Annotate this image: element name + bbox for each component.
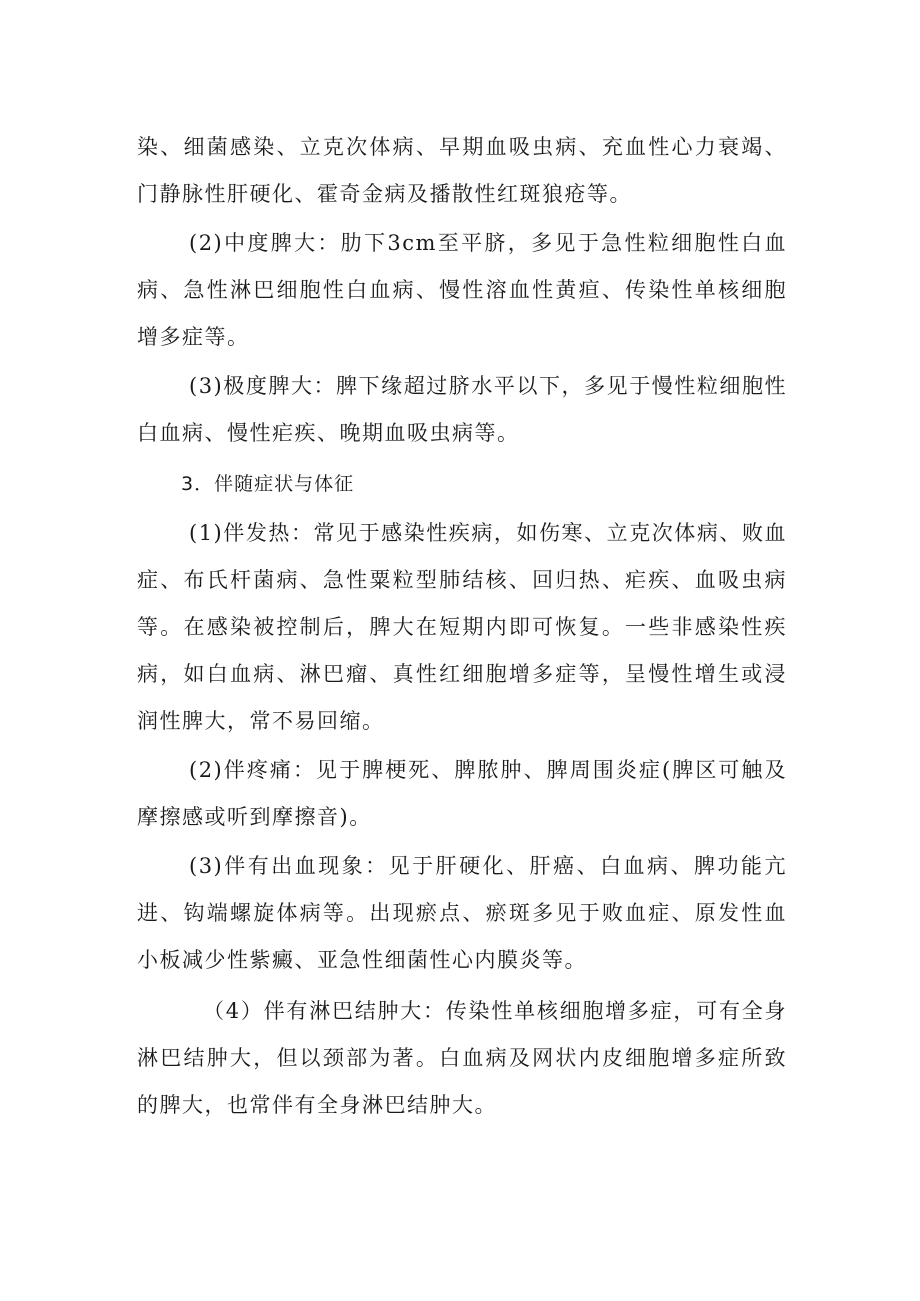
paragraph-extreme-splenomegaly: (3)极度脾大：脾下缘超过脐水平以下，多见于慢性粒细胞性白血病、慢性疟疾、晚期血吸虫病等。	[137, 374, 787, 445]
section-heading: 3．伴随症状与体征	[181, 473, 355, 495]
document-body	[137, 124, 787, 1129]
paragraph-with-fever: (1)伴发热：常见于感染性疾病，如伤寒、立克次体病、败血症、布氏杆菌病、急性粟粒型肺结核、回归热、疟疾、血吸虫病等。在感染被控制后，脾大在短期内即可恢复。一些非感染性疾病，如白血病、淋巴瘤、真性红细胞增多症等，呈慢性增生或浸润性脾大，常不易回缩。	[137, 521, 787, 733]
paragraph-continuation: 染、细菌感染、立克次体病、早期血吸虫病、充血性心力衰竭、门静脉性肝硬化、霍奇金病及播散性红斑狼疮等。	[137, 135, 787, 206]
paragraph-moderate-splenomegaly: (2)中度脾大：肋下3cm至平脐，多见于急性粒细胞性白血病、急性淋巴细胞性白血病、慢性溶血性黄疸、传染性单核细胞增多症等。	[137, 231, 787, 349]
paragraph-with-pain: (2)伴疼痛：见于脾梗死、脾脓肿、脾周围炎症(脾区可触及摩擦感或听到摩擦音)。	[137, 758, 787, 829]
paragraph-with-lymphadenopathy: （4）伴有淋巴结肿大：传染性单核细胞增多症，可有全身淋巴结肿大，但以颈部为著。白血病及网状内皮细胞增多症所致的脾大，也常伴有全身淋巴结肿大。	[137, 999, 787, 1117]
paragraph-with-bleeding: (3)伴有出血现象：见于肝硬化、肝癌、白血病、脾功能亢进、钩端螺旋体病等。出现瘀点、瘀斑多见于败血症、原发性血小板减少性紫癜、亚急性细菌性心内膜炎等。	[137, 854, 787, 972]
